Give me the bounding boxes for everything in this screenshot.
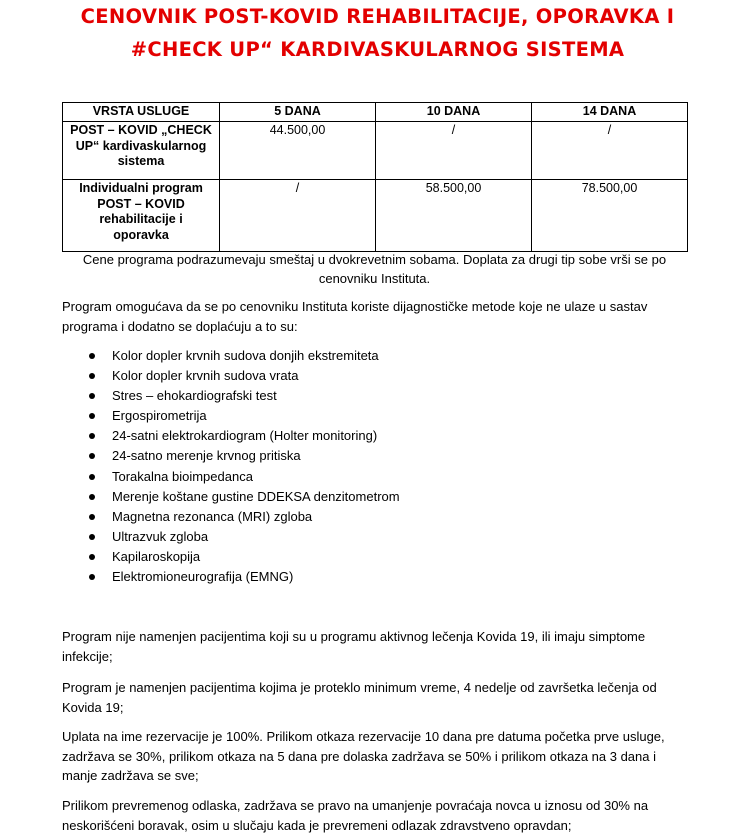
list-item	[62, 467, 662, 487]
price-cell-5-days: 44.500,00	[220, 122, 376, 180]
bullet-icon	[89, 373, 95, 379]
accommodation-note	[62, 250, 687, 288]
paragraph-line: Prilikom prevremenog odlaska, zadržava se pravo na umanjenje povraćaja novca u iznosu od 30% na	[62, 796, 702, 816]
list-item	[62, 366, 662, 386]
price-cell-14-days: /	[532, 122, 688, 180]
list-item-text: 24-satno merenje krvnog pritiska	[112, 448, 301, 463]
list-item	[62, 346, 662, 366]
price-cell-10-days: /	[376, 122, 532, 180]
diagnostic-methods-list	[62, 346, 662, 587]
service-name-line: oporavka	[67, 228, 215, 244]
list-item-text: Stres – ehokardiografski test	[112, 388, 277, 403]
service-name-line: rehabilitacije i	[67, 212, 215, 228]
list-item	[62, 406, 662, 426]
list-item-text: Ultrazvuk zgloba	[112, 529, 208, 544]
list-item	[62, 567, 662, 587]
service-name-cell	[63, 180, 220, 252]
table-row	[63, 180, 688, 252]
list-item-text: Magnetna rezonanca (MRI) zgloba	[112, 509, 312, 524]
bullet-icon	[89, 453, 95, 459]
list-item	[62, 446, 662, 466]
title-line-1: CENOVNIK POST-KOVID REHABILITACIJE, OPORAVKA I	[0, 0, 755, 33]
paragraph-line: manje zadržava se sve;	[62, 766, 702, 786]
service-name-line: UP“ kardivaskularnog	[67, 139, 215, 155]
bullet-icon	[89, 494, 95, 500]
bullet-icon	[89, 353, 95, 359]
list-item-text: Kolor dopler krvnih sudova donjih ekstremiteta	[112, 348, 379, 363]
intro-paragraph	[62, 297, 702, 336]
service-name-line: POST – KOVID „CHECK	[67, 123, 215, 139]
title-line-2: #CHECK UP“ KARDIVASKULARNOG SISTEMA	[0, 33, 755, 66]
table-row	[63, 122, 688, 180]
paragraph-line: infekcije;	[62, 647, 702, 667]
list-item-text: Merenje koštane gustine DDEKSA denzitometrom	[112, 489, 400, 504]
condition-paragraph	[62, 678, 702, 717]
note-line: cenovniku Instituta.	[62, 269, 687, 288]
column-header-service: VRSTA USLUGE	[63, 103, 220, 122]
condition-paragraph	[62, 727, 702, 786]
bullet-icon	[89, 514, 95, 520]
column-header-10-days: 10 DANA	[376, 103, 532, 122]
bullet-icon	[89, 433, 95, 439]
paragraph-line: Program nije namenjen pacijentima koji su u programu aktivnog lečenja Kovida 19, ili imaju simptome	[62, 627, 702, 647]
bullet-icon	[89, 474, 95, 480]
condition-paragraph	[62, 796, 702, 835]
price-cell-5-days: /	[220, 180, 376, 252]
bullet-icon	[89, 574, 95, 580]
paragraph-line: Program je namenjen pacijentima kojima je proteklo minimum vreme, 4 nedelje od završetka lečenja od	[62, 678, 702, 698]
paragraph-line: programa i dodatno se doplaćuju a to su:	[62, 317, 702, 337]
service-name-line: Individualni program	[67, 181, 215, 197]
column-header-14-days: 14 DANA	[532, 103, 688, 122]
list-item	[62, 386, 662, 406]
bullet-icon	[89, 393, 95, 399]
paragraph-line: Kovida 19;	[62, 698, 702, 718]
bullet-icon	[89, 413, 95, 419]
paragraph-line: neskorišćeni boravak, osim u slučaju kada je prevremeni odlazak zdravstveno opravdan;	[62, 816, 702, 835]
note-line: Cene programa podrazumevaju smeštaj u dvokrevetnim sobama. Doplata za drugi tip sobe vrši se po	[62, 250, 687, 269]
price-cell-14-days: 78.500,00	[532, 180, 688, 252]
list-item-text: Torakalna bioimpedanca	[112, 469, 253, 484]
condition-paragraph	[62, 627, 702, 666]
paragraph-line: Program omogućava da se po cenovniku Instituta koriste dijagnostičke metode koje ne ulaze u sastav	[62, 297, 702, 317]
list-item	[62, 487, 662, 507]
list-item-text: Kolor dopler krvnih sudova vrata	[112, 368, 298, 383]
list-item-text: Elektromioneurografija (EMNG)	[112, 569, 293, 584]
list-item-text: 24-satni elektrokardiogram (Holter monitoring)	[112, 428, 377, 443]
list-item	[62, 547, 662, 567]
list-item-text: Ergospirometrija	[112, 408, 207, 423]
paragraph-line: Uplata na ime rezervacije je 100%. Prilikom otkaza rezervacije 10 dana pre datuma početka prve usluge,	[62, 727, 702, 747]
price-cell-10-days: 58.500,00	[376, 180, 532, 252]
service-name-line: POST – KOVID	[67, 197, 215, 213]
list-item	[62, 507, 662, 527]
document-title	[0, 0, 755, 66]
bullet-icon	[89, 534, 95, 540]
service-name-cell	[63, 122, 220, 180]
bullet-icon	[89, 554, 95, 560]
price-table	[62, 102, 688, 252]
list-item	[62, 426, 662, 446]
table-header-row	[63, 103, 688, 122]
list-item	[62, 527, 662, 547]
paragraph-line: zadržava se 30%, prilikom otkaza na 5 dana pre dolaska zadržava se 50% i prilikom otkaza na 3 dana i	[62, 747, 702, 767]
list-item-text: Kapilaroskopija	[112, 549, 200, 564]
service-name-line: sistema	[67, 154, 215, 170]
column-header-5-days: 5 DANA	[220, 103, 376, 122]
